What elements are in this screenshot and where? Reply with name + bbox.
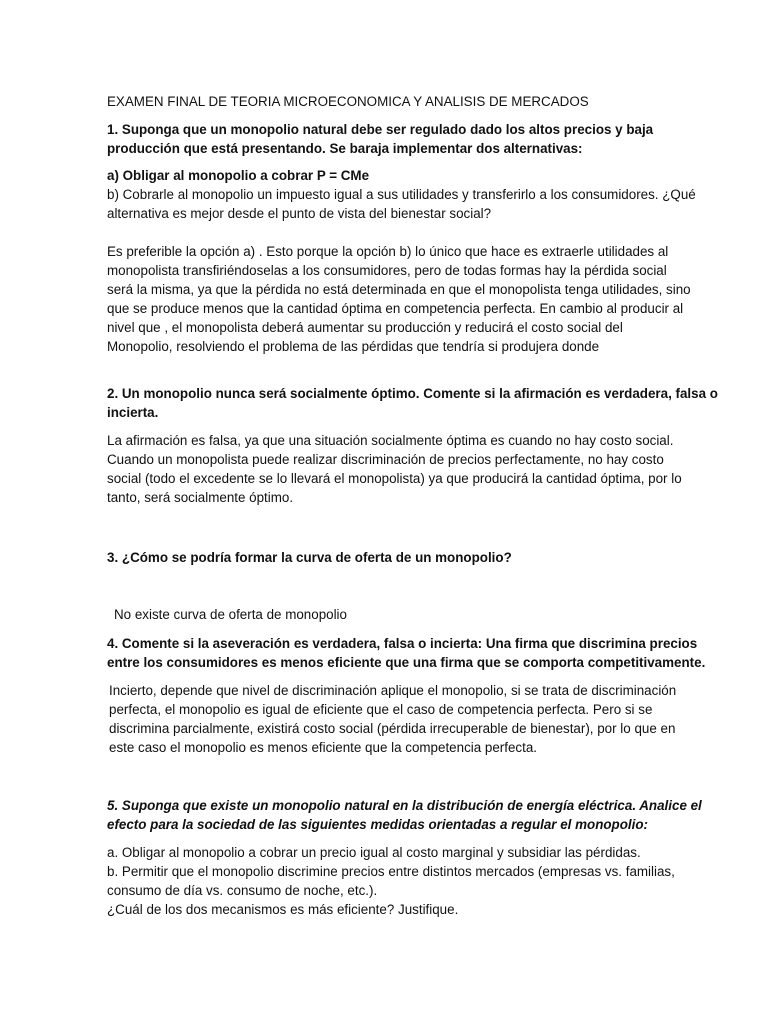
answer-line: La afirmación es falsa, ya que una situación socialmente óptima es cuando no hay costo social. bbox=[107, 433, 674, 448]
body-line: consumo de día vs. consumo de noche, etc.). bbox=[107, 883, 378, 898]
question-text: 1. Suponga que un monopolio natural debe ser regulado dado los altos precios y baja bbox=[107, 122, 654, 137]
answer-line: discrimina parcialmente, existirá costo social (pérdida irrecuperable de bienestar), por lo que en bbox=[109, 721, 676, 736]
question-5 bbox=[107, 796, 702, 834]
body-line: a. Obligar al monopolio a cobrar un precio igual al costo marginal y subsidiar las pérdidas. bbox=[107, 845, 641, 860]
option-a: a) Obligar al monopolio a cobrar P = CMe bbox=[107, 168, 370, 183]
answer-line: Cuando un monopolista puede realizar discriminación de precios perfectamente, no hay costo bbox=[107, 452, 664, 467]
answer-line: perfecta, el monopolio es igual de eficiente que el caso de competencia perfecta. Pero si se bbox=[109, 702, 653, 717]
answer-3 bbox=[114, 605, 674, 624]
answer-line: Incierto, depende que nivel de discriminación aplique el monopolio, si se trata de discriminación bbox=[109, 683, 677, 698]
option-b: b) Cobrarle al monopolio un impuesto igual a sus utilidades y transferirlo a los consumidores. ¿Qué bbox=[107, 187, 696, 202]
question-text: 5. Suponga que existe un monopolio natural en la distribución de energía eléctrica. Analice el bbox=[107, 798, 702, 813]
answer-line: social (todo el excedente se lo llevará el monopolista) ya que producirá la cantidad óptima, por lo bbox=[107, 471, 682, 486]
answer-line: será la misma, ya que la pérdida no está determinada en que el monopolista tenga utilidades, sino bbox=[107, 282, 691, 297]
question-text: 3. ¿Cómo se podría formar la curva de oferta de un monopolio? bbox=[107, 550, 512, 565]
answer-line: monopolista transfiriéndoselas a los consumidores, pero de todas formas hay la pérdida social bbox=[107, 263, 667, 278]
option-b: alternativa es mejor desde el punto de vista del bienestar social? bbox=[107, 206, 492, 221]
answer-line: tanto, será socialmente óptimo. bbox=[107, 490, 294, 505]
question-text: 4. Comente si la aseveración es verdadera, falsa o incierta: Una firma que discrimina precios bbox=[107, 636, 698, 651]
question-2 bbox=[107, 384, 718, 422]
question-text: incierta. bbox=[107, 405, 159, 420]
question-text: 2. Un monopolio nunca será socialmente óptimo. Comente si la afirmación es verdadera, falsa o bbox=[107, 386, 718, 401]
question-text: entre los consumidores es menos eficiente que una firma que se comporta competitivamente. bbox=[107, 655, 706, 670]
answer-line: No existe curva de oferta de monopolio bbox=[114, 607, 347, 622]
body-line: ¿Cuál de los dos mecanismos es más eficiente? Justifique. bbox=[107, 902, 459, 917]
question-1 bbox=[107, 120, 667, 158]
body-line: b. Permitir que el monopolio discrimine precios entre distintos mercados (empresas vs. familias, bbox=[107, 864, 675, 879]
answer-line: Es preferible la opción a) . Esto porque la opción b) lo único que hace es extraerle utilidades al bbox=[107, 244, 669, 259]
question-text: efecto para la sociedad de las siguientes medidas orientadas a regular el monopolio: bbox=[107, 817, 648, 832]
answer-4 bbox=[109, 681, 677, 757]
answer-line: este caso el monopolio es menos eficiente que la competencia perfecta. bbox=[109, 740, 538, 755]
answer-2 bbox=[107, 431, 682, 507]
question-text: producción que está presentando. Se baraja implementar dos alternativas: bbox=[107, 141, 583, 156]
question-1-options bbox=[107, 166, 696, 223]
question-3 bbox=[107, 548, 667, 567]
answer-line: nivel que , el monopolista deberá aumentar su producción y reducirá el costo social del bbox=[107, 320, 623, 335]
question-4 bbox=[107, 634, 706, 672]
document-title: EXAMEN FINAL DE TEORIA MICROECONOMICA Y ANALISIS DE MERCADOS bbox=[107, 94, 589, 109]
answer-line: que se produce menos que la cantidad óptima en competencia perfecta. En cambio al producir al bbox=[107, 301, 684, 316]
answer-line: Monopolio, resolviendo el problema de las pérdidas que tendría si produjera donde bbox=[107, 339, 600, 354]
question-5-body bbox=[107, 843, 675, 919]
answer-1 bbox=[107, 242, 691, 356]
